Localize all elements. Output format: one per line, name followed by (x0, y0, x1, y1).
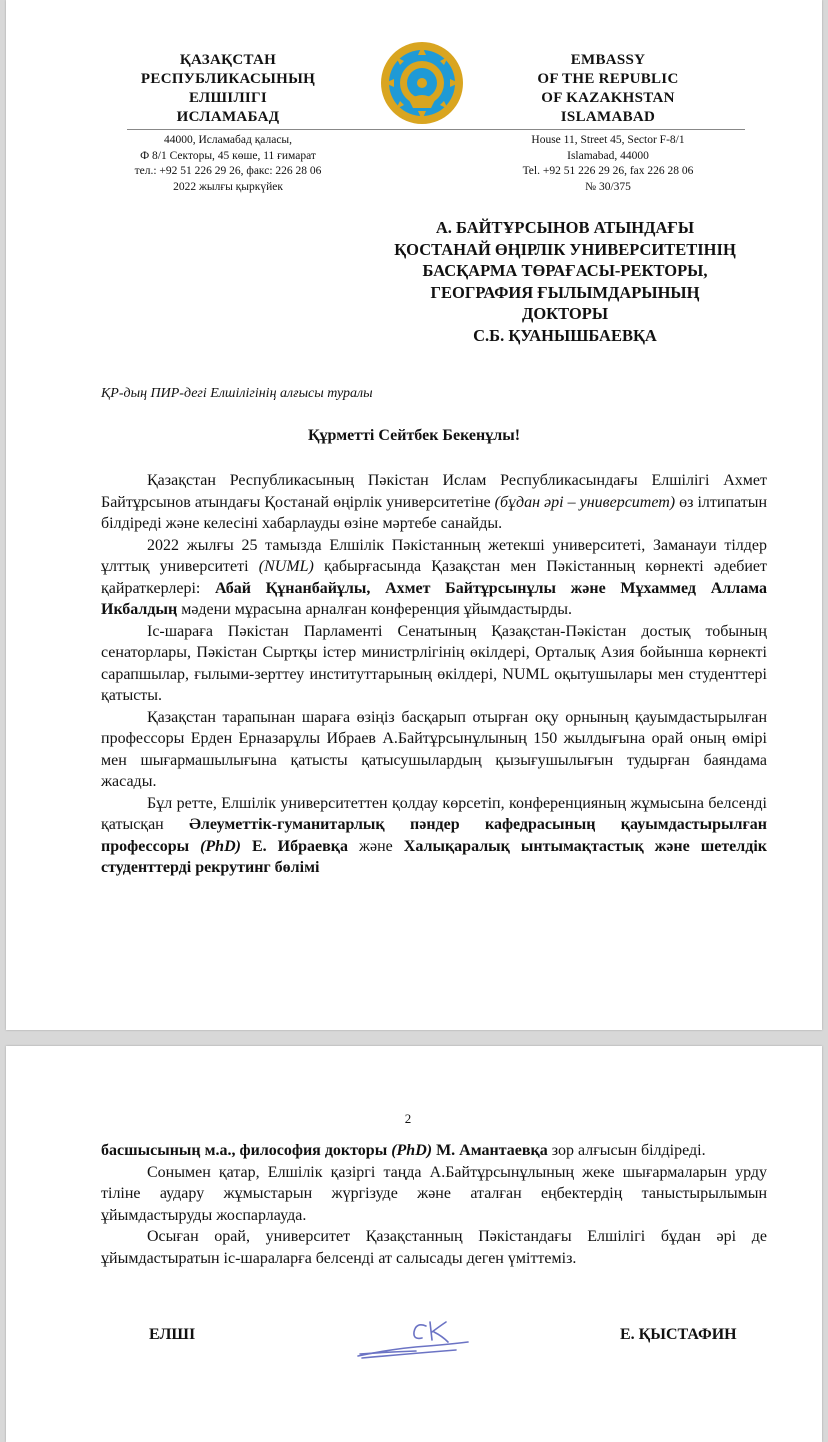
text-run-bold-italic: (PhD) (391, 1142, 433, 1159)
header-left-line: ИСЛАМАБАД (176, 109, 280, 125)
addressee-line: ГЕОГРАФИЯ ҒЫЛЫМДАРЫНЫҢ (430, 282, 700, 302)
text-run: қабырғасында Қазақстан мен Пәкістанның көрнекті әдебиет қайраткерлері: (101, 558, 767, 597)
text-run: және (347, 837, 404, 855)
address-line: Ф 8/1 Секторы, 45 көше, 11 ғимарат (140, 149, 316, 162)
text-run-bold: Е. Ибраевқа (240, 837, 348, 855)
addressee-line: А. БАЙТҰРСЫНОВ АТЫНДАҒЫ (435, 218, 695, 237)
header-right-line: OF KAZAKHSTAN (541, 90, 675, 106)
address-line: Tel. +92 51 226 29 26, fax 226 28 06 (522, 165, 694, 177)
header-right-line: OF THE REPUBLIC (537, 71, 679, 87)
header-right-title (490, 51, 726, 127)
text-run-bold: Әлеуметтік-гуманитарлық пәндер кафедрасының қауымдастырылған профессоры (101, 816, 767, 855)
text-run: өз ілтипатын білдіреді және келесіні хабарлауды өзіне мәртебе санайды. (101, 493, 768, 532)
addressee-line: С.Б. ҚУАНЫШБАЕВҚА (473, 325, 657, 345)
header-left-line: ЕЛШІЛІГІ (188, 90, 268, 106)
text-run-bold-italic: (PhD) (200, 837, 241, 855)
header-right-line: EMBASSY (570, 52, 646, 68)
handwritten-signature (356, 1318, 472, 1362)
text-run: Бұл ретте, Елшілік университеттен қолдау көрсетіп, конференцияның жұмысына белсенді қатысқан (101, 794, 767, 833)
text-run-bold: басшысының м.а., философия докторы (101, 1142, 392, 1159)
letter-date: 2022 жылғы қыркүйек (173, 180, 283, 193)
text-run-bold: М. Амантаевқа (432, 1142, 548, 1159)
text-run-bold: Халықаралық ынтымақтастық және шетелдік студенттерді рекрутинг бөлімі (101, 837, 768, 876)
paragraph (101, 1140, 767, 1162)
text-run: Қазақстан Республикасының Пәкістан Ислам Республикасындағы Елшілігі Ахмет Байтұрсынов атындағы Қостанай өңірлік университетіне (101, 472, 767, 511)
text-run-italic: (бұдан әрі – университет) (494, 493, 676, 511)
paragraph: Іс-шараға Пәкістан Парламенті Сенатының Қазақстан-Пәкістан достық тобының сенаторлары, Пәкістан Сыртқы істер министрлігінің өкілдері, Орталық Азия бойынша көрнекті сарапшылар, ғылыми-зерттеу институттарының өкілдері, NUML оқытушылары мен студенттері қатысты. (101, 622, 767, 704)
reference-number: № 30/375 (585, 180, 631, 193)
text-run: 2022 жылғы 25 тамызда Елшілік Пәкістанның жетекші университеті, Заманауи тілдер ұлттық университеті (101, 536, 767, 575)
text-run-bold: Абай Құнанбайұлы, Ахмет Байтұрсынұлы және Мұхаммед Аллама Икбалдың (101, 579, 767, 618)
paragraph (101, 535, 767, 621)
addressee-block (355, 217, 775, 346)
addressee-line: ДОКТОРЫ (521, 304, 609, 323)
address-line: Islamabad, 44000 (567, 149, 649, 162)
state-emblem-icon (379, 40, 465, 126)
header-left-line: ҚАЗАҚСТАН (179, 52, 277, 68)
text-run: мәдени мұрасына арналған конференция ұйымдастырды. (177, 601, 572, 618)
signatory-name: Е. ҚЫСТАФИН (620, 1326, 737, 1343)
header-left-line: РЕСПУБЛИКАСЫНЫҢ (140, 71, 316, 87)
paragraph (101, 793, 767, 879)
text-run: зор алғысын білдіреді. (547, 1142, 706, 1159)
header-right-address (472, 133, 744, 195)
signatory-title: ЕЛШІ (149, 1326, 196, 1343)
addressee-line: БАСҚАРМА ТӨРАҒАСЫ-РЕКТОРЫ, (422, 261, 708, 280)
page-number: 2 (404, 1111, 412, 1126)
paragraph (101, 470, 767, 535)
address-line: House 11, Street 45, Sector F-8/1 (531, 134, 685, 146)
salutation: Құрметті Сейтбек Бекенұлы! (307, 427, 521, 444)
letter-body-page-2 (101, 1140, 767, 1269)
letter-body-page-1 (101, 470, 767, 879)
address-line: тел.: +92 51 226 29 26, факс: 226 28 06 (134, 165, 322, 177)
header-divider (127, 129, 745, 130)
letter-subject: ҚР-дың ПИР-дегі Елшілігінің алғысы туралы (101, 386, 373, 401)
addressee-line: ҚОСТАНАЙ ӨҢІРЛІК УНИВЕРСИТЕТІНІҢ (394, 239, 736, 259)
header-left-title (110, 51, 346, 127)
address-line: 44000, Исламабад қаласы, (163, 134, 293, 146)
header-right-line: ISLAMABAD (560, 109, 656, 125)
paragraph: Осыған орай, университет Қазақстанның Пәкістандағы Елшілігі бұдан әрі де ұйымдастыратын іс-шараларға белсенді ат салысады деген үміттеміз. (101, 1228, 767, 1267)
paragraph: Қазақстан тарапынан шараға өзіңіз басқарып отырған оқу орнының қауымдастырылған профессоры Ерден Ерназарұлы Ибраев А.Байтұрсынұлының 150 жылдығына орай оның өмірі мен шығармашылығына қатысты қатысушылардың қызығушылығын тудырған баяндама жасады. (101, 708, 767, 790)
paragraph: Сонымен қатар, Елшілік қазіргі таңда А.Байтұрсынұлының жеке шығармаларын урду тіліне аудару жұмыстарын жүргізуде және аталған еңбектердің таныстырылымын ұйымдастыруды жоспарлауда. (101, 1163, 767, 1224)
header-left-address (90, 133, 366, 195)
text-run-italic: (NUML) (258, 558, 314, 575)
